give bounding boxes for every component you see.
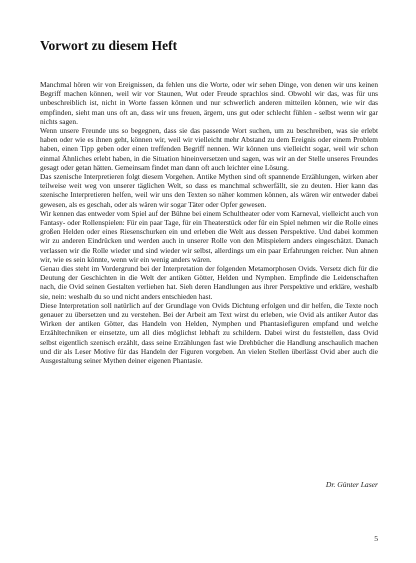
page-number: 5 xyxy=(374,534,378,543)
paragraph: Wenn unsere Freunde uns so begegnen, dass sie das passende Wort suchen, um zu beschreiben, was sie erlebt haben oder wie es ihnen geht, können wir, weil wir vielleicht mehr Abstand zu dem Ereignis oder einem Problem haben, einen Tipp geben oder einen treffenden Begriff nennen. Wir können uns vielleicht sogar, weil wir schon einmal Ähnliches erlebt haben, in die Situation hineinversetzen und sagen, was wir an der Stelle unseres Freundes gesagt oder getan hätten. Gemeinsam findet man dann oft auch leichter eine Lösung. xyxy=(40,126,378,172)
paragraph: Diese Interpretation soll natürlich auf der Grundlage von Ovids Dichtung erfolgen und dir helfen, die Texte noch genauer zu übersetzen und zu verstehen. Bei der Arbeit am Text wirst du erleben, wie Ovid als antiker Autor das Wirken der antiken Götter, das Handeln von Helden, Nymphen und Phantasiefiguren empfand und welche Erzähltechniken er einsetzte, um all dies möglichst lebhaft zu schildern. Dabei wirst du feststellen, dass Ovid selbst eigentlich szenisch erzählt, dass seine Erzählungen fast wie Drehbücher die Handlung anschaulich machen und dir als Leser Motive für das Handeln der Figuren vorgeben. An vielen Stellen überlässt Ovid aber auch die Ausgestaltung seiner Mythen deiner eigenen Phantasie. xyxy=(40,300,378,366)
author-signature: Dr. Günter Laser xyxy=(325,480,378,489)
page-title: Vorwort zu diesem Heft xyxy=(40,38,178,53)
paragraph: Das szenische Interpretieren folgt diesem Vorgehen. Antike Mythen sind oft spannende Erzählungen, wirken aber teilweise weit weg von unserer täglichen Welt, so dass es manchmal schwerfällt, sie zu deuten. Hier kann das szenische Interpretieren helfen, weil wir uns den Texten so näher kommen können, als wären wir entweder dabei gewesen, als es geschah, oder als wären wir sogar Täter oder Opfer gewesen. xyxy=(40,172,378,209)
body-text xyxy=(40,80,378,365)
paragraph: Manchmal hören wir von Ereignissen, da fehlen uns die Worte, oder wir sehen Dinge, von denen wir uns keinen Begriff machen können, weil wir vor Staunen, Wut oder Freude sprachlos sind. Obwohl wir das, was für uns unbeschreiblich ist, nicht in Worte fassen können und nur schwerlich anderen mitteilen können, wie wir das empfinden, sieht man uns oft an, dass wir uns freuen, ärgern, uns gut oder schlecht fühlen - selbst wenn wir gar nichts sagen. xyxy=(40,80,378,126)
paragraph: Wir kennen das entweder vom Spiel auf der Bühne bei einem Schultheater oder vom Karneval, vielleicht auch von Fantasy- oder Rollenspielen: Für ein paar Tage, für ein Theaterstück oder für ein Spiel nehmen wir die Rolle eines großen Helden oder eines Riesenschurken ein und erleben die Welt aus dessen Perspektive. Und dabei kommen wir zu anderen Eindrücken und werden auch in unserer Rolle von den Mitspielern anders eingeschätzt. Danach verlassen wir die Rolle wieder und sind wieder wir selbst, allerdings um ein paar Erfahrungen reicher. Nun ahnen wir, wie es sein könnte, wenn wir ein wenig anders wären. xyxy=(40,208,378,264)
paragraph: Genau dies steht im Vordergrund bei der Interpretation der folgenden Metamorphosen Ovids. Versetz dich für die Deutung der Geschichten in die Welt der antiken Götter, Helden und Nymphen. Empfinde die Leidenschaften nach, die Ovid seinen Gestalten verliehen hat. Sieh deren Handlungen aus ihrer Perspektive und erkläre, weshalb sie, nein: weshalb du so und nicht anders entschieden hast. xyxy=(40,264,378,301)
